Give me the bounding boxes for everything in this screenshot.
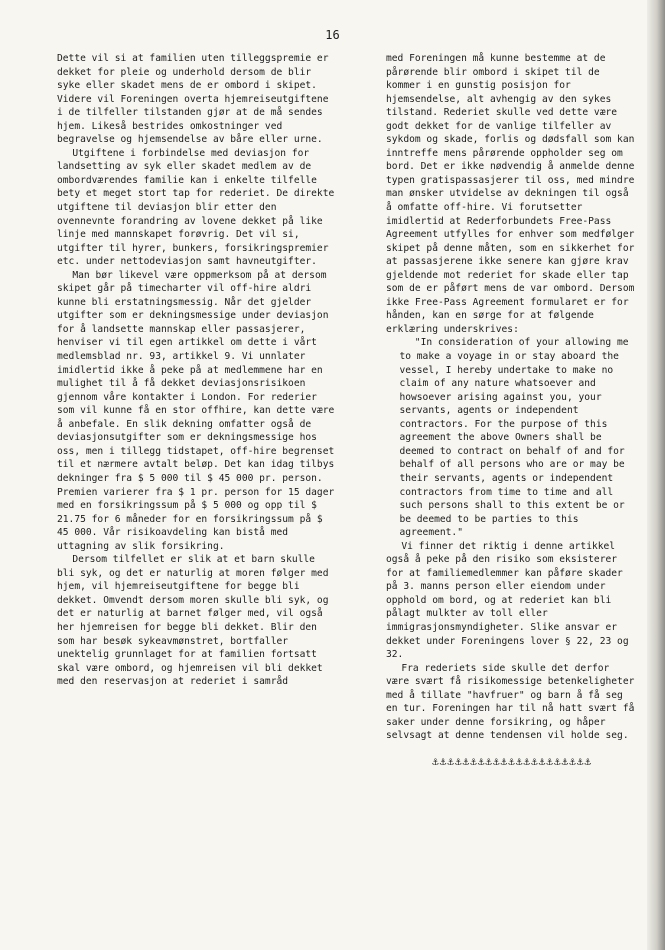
paragraph: Vi finner det riktig i denne artikkel også å peke på den risiko som eksisterer for at familiemedlemmer kan påføre skader på 3. manns person eller eiendom under opphold om bord, og at rederiet kan bli pålagt mulkter av toll eller immigrasjonsmyndigheter. Slike ansvar er dekket under Foreningens lover § 22, 23 og 32.	[386, 540, 629, 661]
paragraph: Utgiftene i forbindelse med deviasjon for landsetting av syk eller skadet medlem av de ombordværendes familie kan i enkelte tilfelle bety et meget stort tap for rederiet. De direkte utgiftene til deviasjon blir etter den ovennevnte forandring av lovene dekket på like linje med mannskapet forøvrig. Det vil si, utgifter til hyrer, bunkers, forsikringspremier etc. under nettodeviasjon samt havneutgifter.	[57, 147, 335, 268]
paragraph: Man bør likevel være oppmerksom på at dersom skipet går på timecharter vil off-hire aldri kunne bli erstatningsmessig. Når det gjelder utgifter som er dekningsmessige under deviasjon for å landsette mannskap eller passasjerer, henviser vi til egen artikkel om dette i vårt medlemsblad nr. 93, artikkel 9. Vi unnlater imidlertid ikke å peke på at medlemmene har en mulighet til å få dekket deviasjonsrisikoen gjennom våre kontakter i London. For rederier som vil kunne få en stor offhire, kan dette være å anbefale. En slik dekning omfatter også de deviasjonsutgifter som er dekningsmessige hos oss, men i tillegg tidstapet, off-hire begrenset til et nærmere avtalt beløp. Det kan idag tilbys dekninger fra $ 5 000 til $ 45 000 pr. person. Premien varierer fra $ 1 pr. person for 15 dager med en forsikringssum på $ 5 000 og opp til $ 21.75 for 6 måneder for en forsikringssum på $ 45 000. Vår risikoavdeling kan bistå med uttagning av slik forsikring.	[57, 269, 335, 552]
left-column	[57, 52, 337, 689]
book-spine-shadow	[647, 0, 665, 950]
paragraph: med Foreningen må kunne bestemme at de pårørende blir ombord i skipet til de kommer i en gunstig posisjon for hjemsendelse, alt avhengig av den sykes tilstand. Rederiet skulle ved dette være godt dekket for de vanlige tilfeller av sykdom og skade, forlis og dødsfall som kan inntreffe mens pårørende oppholder seg om bord. Det er ikke nødvendig å anmelde denne typen gratispassasjerer til oss, med mindre man ønsker utvidelse av dekningen til også å omfatte off-hire. Vi forutsetter imidlertid at Rederforbundets Free-Pass Agreement utfylles for enhver som medfølger skipet på denne måten, som en sikkerhet for at passasjerene ikke senere kan gjøre krav gjeldende mot rederiet for skade eller tap som de er påført mens de var ombord. Dersom ikke Free-Pass Agreement formularet er for hånden, kan en sørge for at følgende erklæring underskrives:	[386, 53, 635, 335]
quoted-declaration: "In consideration of your allowing me to make a voyage in or stay aboard the vessel, I hereby undertake to make no claim of any nature whatsoever and howsoever arising against you, your servants, agents or independent contractors. For the purpose of this agreement the above Owners shall be deemed to contract on behalf of and for behalf of all persons who are or may be their servants, agents or independent contractors from time to time and all such persons shall to this extent be or be deemed to be parties to this agreement."	[399, 337, 629, 539]
paragraph: Dette vil si at familien uten tilleggspremie er dekket for pleie og underhold dersom de blir syke eller skadet mens de er ombord i skipet. Videre vil Foreningen overta hjemreiseutgiftene i de tilfeller tilstanden gjør at de må sendes hjem. Likeså bestrides omkostninger ved begravelse og hjemsendelse av båre eller urne.	[57, 53, 329, 146]
anchor-ornament-row: ⚓⚓⚓⚓⚓⚓⚓⚓⚓⚓⚓⚓⚓⚓⚓⚓⚓⚓⚓⚓⚓	[431, 754, 593, 768]
paragraph: Dersom tilfellet er slik at et barn skulle bli syk, og det er naturlig at moren følger med hjem, vil hjemreiseutgiftene for begge bli dekket. Omvendt dersom moren skulle bli syk, og det er naturlig at barnet følger med, vil også her hjemreisen for begge bli dekket. Blir den som har besøk sykeavmønstret, bortfaller unektelig grunnlaget for at familien fortsatt skal være ombord, og hjemreisen vil bli dekket med den reservasjon at rederiet i samråd	[57, 554, 329, 688]
paragraph: Fra rederiets side skulle det derfor være svært få risikomessige betenkeligheter med å tillate "havfruer" og barn å få seg en tur. Foreningen har til nå hatt svært få saker under denne forsikring, og håper selvsagt at denne tendensen vil holde seg.	[386, 662, 635, 742]
page-number: 16	[325, 28, 340, 42]
right-column	[386, 52, 638, 768]
